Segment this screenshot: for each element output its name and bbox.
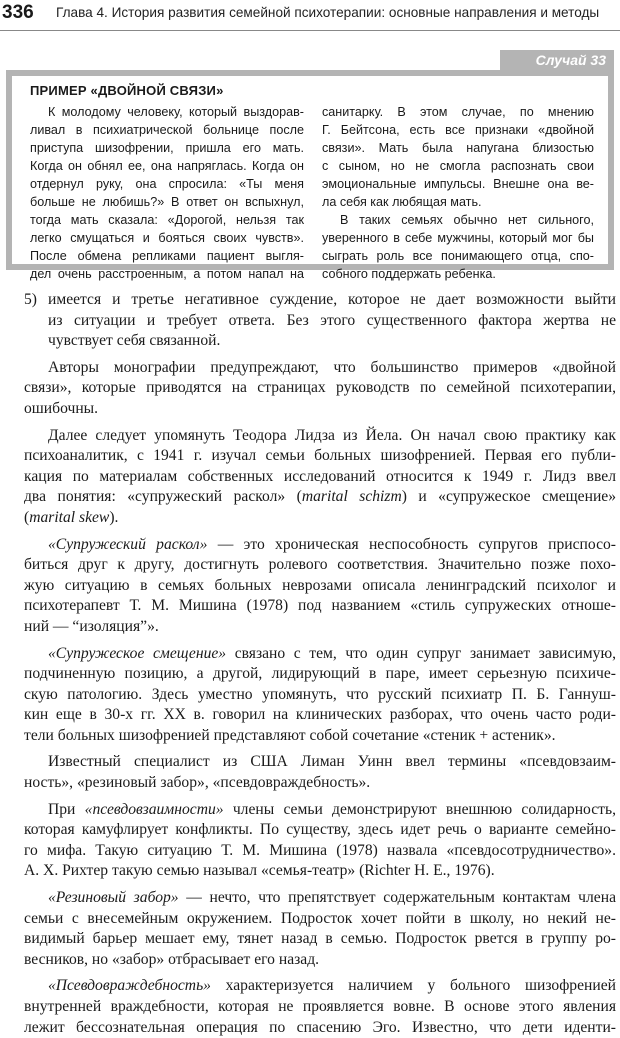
text-line: семьи с внесемейным окружением. Подросток хочет пойти в школу, но некий не- <box>24 909 616 927</box>
chapter-title: Глава 4. История развития семейной психотерапии: основные направления и методы <box>56 5 600 20</box>
list-item-5 <box>24 290 616 352</box>
case-line: Когда он обнял ее, она напряглась. Когда он <box>30 159 304 173</box>
text-line: психоаналитик, с 1941 г. изучал семьи больных шизофренией. Первая его публи- <box>24 447 616 465</box>
term: «Резиновый забор» <box>48 889 179 907</box>
text-line: весников, но «забор» отбрасывает его назад. <box>24 950 320 968</box>
text-line: внутренней враждебности, которая не проявляется вовне. В основе этого явления <box>24 998 616 1015</box>
text-line: «Супружеское смещение» связано с тем, что один супруг занимает зависимую, <box>48 644 616 662</box>
text-line: ошибочны. <box>24 399 99 417</box>
case-line: собного поддержать ребенка. <box>322 267 496 281</box>
case-left-column <box>30 103 304 283</box>
case-line: тогда мать сказала: «Дорогой, нельзя так <box>30 213 304 227</box>
term: «Супружеский раскол» <box>48 535 208 553</box>
case-line: санитарку. В этом случае, по мнению <box>322 105 594 119</box>
text-line: два понятия: «супружеский раскол» (marital schizm) и «супружеское смещение» <box>24 488 617 506</box>
case-line: К молодому человеку, который выздорав- <box>48 105 304 119</box>
case-line: Г. Бейтсона, есть все признаки «двойной <box>322 123 594 137</box>
text-line: ность», «резиновый забор», «псевдовраждебность». <box>24 774 371 792</box>
term: «Псевдовраждебность» <box>48 977 211 995</box>
list-item-number: 5) <box>24 291 37 308</box>
case-line: После обмена репликами пациент выгля- <box>30 249 304 263</box>
text-line: При «псевдовзаимности» члены семьи демонстрируют внешнюю солидарность, <box>48 800 616 818</box>
text-line: Известный специалист из США Лиман Уинн ввел термины «псевдовзаим- <box>48 753 616 771</box>
text-line: биться друг к другу, достигнуть ролевого соответствия. Значительно позже похо- <box>24 556 616 574</box>
text-line: подчиненную позицию, а другой, лидирующий в паре, имеет серьезную психиче- <box>24 665 616 683</box>
case-heading: ПРИМЕР «ДВОЙНОЙ СВЯЗИ» <box>30 83 224 98</box>
case-line: отдернул руку, она спросила: «Ты меня <box>30 177 304 191</box>
text-line: тели больных шизофренией представляют собой сочетание «стеник + астеник». <box>24 726 556 744</box>
text-line: (marital skew). <box>24 508 119 526</box>
main-text <box>24 290 616 1038</box>
case-line: уверенного в себе мужчины, который мог бы <box>322 231 594 245</box>
running-header <box>0 0 620 31</box>
text-line: кация по материалам собственных исследований относится к 1949 г. Лидз ввел <box>24 467 616 485</box>
text-line: Авторы монографии предупреждают, что большинство примеров «двойной <box>48 358 616 376</box>
term-marital-skew: marital skew <box>29 508 110 526</box>
page-number: 336 <box>2 2 34 23</box>
case-line: В таких семьях обычно нет сильного, <box>340 213 594 227</box>
case-label-tab: Случай 33 <box>500 50 614 70</box>
text-line: «Супружеский раскол» — это хроническая неспособность супругов приспосо- <box>48 535 616 553</box>
text-line: го мифа. Такую ситуацию Т. М. Мишина (1978) назвала «псевдосотрудничество». <box>24 841 616 859</box>
case-right-column <box>322 103 594 283</box>
case-line: с сыном, но не смогла распознать свои <box>322 159 594 173</box>
text-line: из ситуации и требует ответа. Без этого существенного фактора жертва не <box>48 311 616 329</box>
text-line: которая камуфлирует конфликты. По существу, здесь идет речь о варианте семейно- <box>24 821 616 839</box>
text-line: кин еще в 30-х гг. XX в. говорил на клинических разборах, что очень часто роди- <box>24 706 616 724</box>
case-line: ливал в психиатрической больнице после <box>30 123 304 137</box>
case-line: больше не любишь?» В ответ он вспыхнул, <box>30 195 304 209</box>
case-line: сыграть роль все понимающего отца, спо- <box>322 249 594 263</box>
case-line: связи». Мать была напугана близостью <box>322 141 594 155</box>
case-line: эмоциональные импульсы. Внешне она ве- <box>322 177 594 191</box>
case-box <box>6 70 614 281</box>
text-line: лежит бессознательная операция по спасению Эго. Известно, что дети иденти- <box>24 1018 616 1036</box>
case-line: ла себя как любящая мать. <box>322 195 482 209</box>
text-line: жую ситуацию в семьях больных неврозами описала ленинградский психолог и <box>24 576 616 594</box>
text-line: психотерапевт Т. М. Мишина (1978) под названием «стиль супружеских отноше- <box>24 597 616 615</box>
case-line: легко смущаться и бояться своих чувств». <box>30 231 304 245</box>
term: «Супружеское смещение» <box>48 644 227 662</box>
text-line: «Резиновый забор» — нечто, что препятствует содержательным контактам члена <box>48 889 616 907</box>
text-line: чувствует себя связанной. <box>48 332 221 350</box>
text-line: ний — “изоляция”». <box>24 617 159 635</box>
text-line: видимый барьер мешает ему, тянет назад в семью. Подросток рвется в группу ро- <box>24 930 616 948</box>
text-line: А. Х. Рихтер такую семью называл «семья-театр» (Richter H. E., 1976). <box>24 862 495 880</box>
term-marital-schizm: marital schizm <box>301 488 402 506</box>
text-line: имеется и третье негативное суждение, которое не дает возможности выйти <box>48 291 616 308</box>
text-line: Далее следует упомянуть Теодора Лидза из Йела. Он начал свою практику как <box>48 426 616 444</box>
text-line: «Псевдовраждебность» характеризуется наличием у больного шизофренией <box>48 977 616 995</box>
text-line: связи», которые приводятся на страницах руководств по семейной психотерапии, <box>24 379 616 397</box>
case-line: дел очень расстроенным, а потом напал на <box>30 267 304 281</box>
term: «псевдовзаимности» <box>84 800 224 818</box>
text-line: скую патологию. Здесь уместно упомянуть, что русский психиатр П. Б. Ганнуш- <box>24 685 616 703</box>
case-line: приступа шизофрении, пришла его мать. <box>30 141 304 155</box>
